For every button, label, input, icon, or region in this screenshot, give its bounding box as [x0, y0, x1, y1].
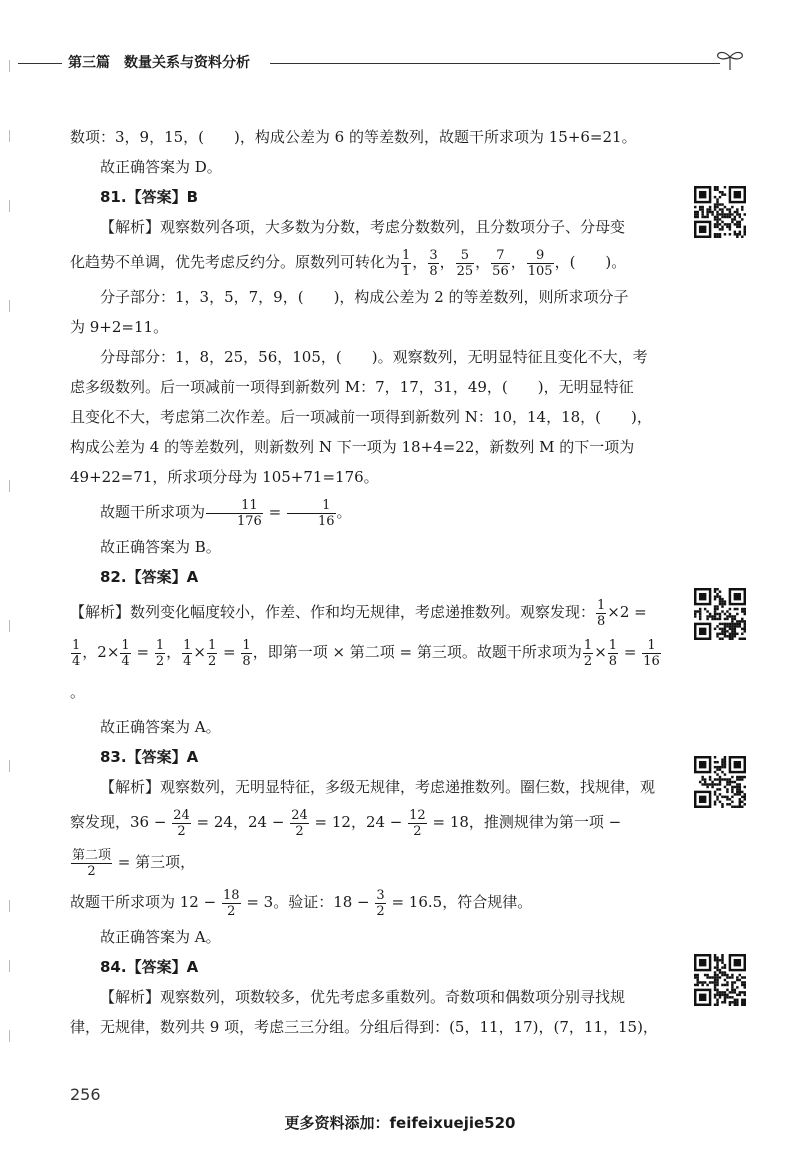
text-line: 49+22=71，所求项分母为 105+71=176。 [70, 468, 379, 486]
fraction: $\frac{3}{2}$ [376, 887, 385, 919]
answer-line: 故正确答案为 D。 [100, 158, 222, 176]
binding-margin [8, 0, 12, 1149]
analysis-84: 【解析】观察数列，项数较多，优先考虑多重数列。奇数项和偶数项分别寻找规 [100, 988, 626, 1006]
fraction: $\frac{1}{4}$ [121, 637, 130, 669]
text-line-fractions: 故题干所求项为 $\frac{11}{176}$ = $\frac{1}{16}$ 。 [100, 497, 352, 529]
page-number: 256 [70, 1085, 101, 1104]
fraction: $\frac{1}{1}$ [402, 247, 411, 279]
fraction: $\frac{24}{2}$ [173, 807, 190, 839]
text-line-fractions: 故题干所求项为 12 − $\frac{18}{2}$ = 3。验证：18 − $\frac{3}{2}$ = 16.5，符合规律。 [70, 887, 533, 919]
analysis-81: 【解析】观察数列各项，大多数为分数，考虑分数数列，且分数项分子、分母变 [100, 218, 626, 236]
fraction: $\frac{11}{176}$ [206, 498, 263, 529]
fraction: $\frac{1}{8}$ [242, 637, 251, 669]
fraction: $\frac{18}{2}$ [222, 887, 240, 919]
text-line: 数项：3，9，15，( )，构成公差为 6 的等差数列，故题干所求项为 15+6=21。 [70, 128, 637, 146]
fraction: $\frac{1}{4}$ [72, 637, 81, 669]
fraction: $\frac{1}{8}$ [597, 597, 606, 629]
text-segment: 化趋势不单调，优先考虑反约分。原数列可转化为 [70, 253, 401, 271]
chapter-title: 第三篇 数量关系与资料分析 [62, 52, 256, 72]
question-84-answer: 84.【答案】A [100, 958, 199, 976]
answer-line: 故正确答案为 A。 [100, 718, 221, 736]
qr-code-icon[interactable] [694, 186, 746, 238]
text-line: 分子部分：1，3，5，7，9，( )，构成公差为 2 的等差数列，则所求项分子 [100, 288, 629, 306]
fraction: $\frac{1}{4}$ [183, 637, 192, 669]
qr-code-icon[interactable] [694, 756, 746, 808]
solution-text [70, 122, 668, 1042]
fraction: $\frac{5}{25}$ [456, 247, 474, 279]
qr-code-icon[interactable] [694, 588, 746, 640]
fraction: $\frac{3}{8}$ [429, 247, 438, 279]
question-81-answer: 81.【答案】B [100, 188, 199, 206]
fraction: $\frac{9}{105}$ [527, 247, 553, 279]
fraction: $\frac{1}{16}$ [643, 637, 660, 669]
sprout-icon [712, 48, 748, 72]
text-line-fractions: 化趋势不单调，优先考虑反约分。原数列可转化为 $\frac{1}{1}$ ， $\frac{3}{8}$ ， $\frac{5}{25}$ ， $\frac{7}{56}$ ， $\frac{9}{105}$ ，( )。 [70, 247, 627, 279]
text-line-fractions: 察发现，36 − $\frac{24}{2}$ = 24，24 − $\frac{24}{2}$ = 12，24 − $\frac{12}{2}$ = 18，推测规律为第一项 − $\frac{\text{第二项}}{2}$ = 第三项， [70, 807, 622, 879]
qr-code-icon[interactable] [694, 954, 746, 1006]
text-line: 且变化不大，考虑第二次作差。后一项减前一项得到新数列 N：10，14，18，( )， [70, 408, 652, 426]
text-line: 为 9+2=11。 [70, 318, 169, 336]
fraction: $\frac{1}{2}$ [583, 637, 593, 669]
fraction: $\frac{\text{第二项}}{2}$ [72, 847, 112, 879]
header-rule-right [270, 63, 720, 64]
text-line: 律，无规律，数列共 9 项，考虑三三分组。分组后得到：(5，11，17)，(7，11，15)， [70, 1018, 658, 1036]
analysis-82: 【解析】数列变化幅度较小，作差、作和均无规律，考虑递推数列。观察发现： $\frac{1}{8}$ ×2 = [70, 597, 647, 629]
text-line-fractions: $\frac{1}{4}$ ，2× $\frac{1}{4}$ = $\frac{1}{2}$ ， $\frac{1}{4}$ × $\frac{1}{2}$ = $\frac{1}{8}$ ，即第一项 × 第二项 = 第三项。故题干所求项为 $\frac{1}{2}$ × $\frac{1}{8}$ = $\frac{1}{16}$ 。 [70, 637, 660, 701]
question-83-answer: 83.【答案】A [100, 748, 199, 766]
answer-line: 故正确答案为 B。 [100, 538, 221, 556]
answer-line: 故正确答案为 A。 [100, 928, 221, 946]
text-line: 构成公差为 4 的等差数列，则新数列 N 下一项为 18+4=22，新数列 M 的下一项为 [70, 438, 635, 456]
fraction: $\frac{1}{2}$ [207, 637, 217, 669]
footer-note: 更多资料添加：feifeixuejie520 [284, 1114, 516, 1132]
question-82-answer: 82.【答案】A [100, 568, 199, 586]
binding-dots [8, 0, 12, 1149]
fraction: $\frac{1}{2}$ [155, 637, 165, 669]
fraction: $\frac{1}{8}$ [608, 637, 618, 669]
analysis-83: 【解析】观察数列，无明显特征，多级无规律，考虑递推数列。圈仨数，找规律，观 [100, 778, 656, 796]
fraction: $\frac{7}{56}$ [492, 247, 509, 279]
fraction: $\frac{12}{2}$ [409, 807, 426, 839]
text-line: 虑多级数列。后一项减前一项得到新数列 M：7，17，31，49，( )，无明显特征 [70, 378, 634, 396]
header-rule-left [18, 63, 64, 64]
text-line: 分母部分：1，8，25，56，105，( )。观察数列，无明显特征且变化不大，考 [100, 348, 648, 366]
fraction: $\frac{24}{2}$ [291, 807, 308, 839]
fraction: $\frac{1}{16}$ [287, 498, 336, 529]
running-header [0, 48, 800, 78]
